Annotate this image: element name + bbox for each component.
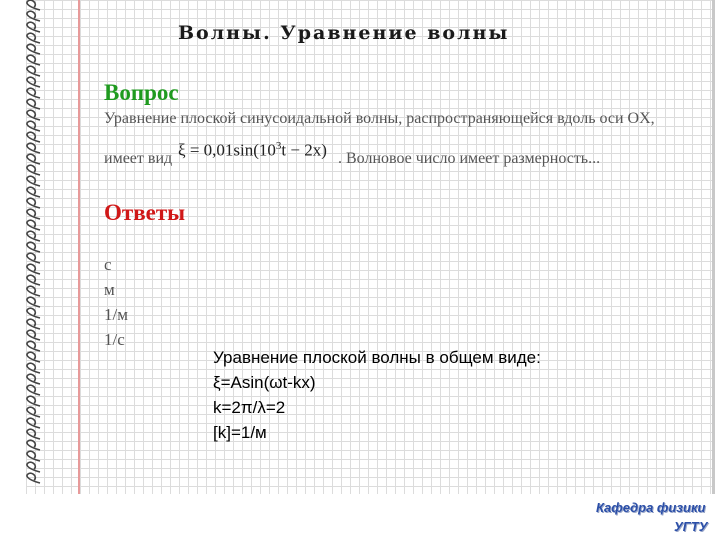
spiral-ring <box>27 253 40 263</box>
spiral-ring <box>27 66 40 76</box>
explanation-line: k=2π/λ=2 <box>213 398 286 417</box>
spiral-ring <box>27 297 40 307</box>
spiral-ring <box>27 242 40 252</box>
spiral-ring <box>27 330 40 340</box>
spiral-ring <box>27 165 40 175</box>
spiral-ring <box>27 121 40 131</box>
margin-rule <box>78 0 80 494</box>
explanation-line: Уравнение плоской волны в общем виде: <box>213 348 541 367</box>
spiral-ring <box>27 341 40 351</box>
spiral-ring <box>27 187 40 197</box>
spiral-ring <box>27 44 40 54</box>
spiral-ring <box>27 473 40 483</box>
answer-option[interactable]: с <box>104 255 112 274</box>
spiral-ring <box>27 374 40 384</box>
explanation-line: [k]=1/м <box>213 423 267 442</box>
footer-department: Кафедра физики <box>596 500 706 515</box>
spiral-ring <box>27 396 40 406</box>
spiral-ring <box>27 418 40 428</box>
spiral-ring <box>27 132 40 142</box>
spiral-ring <box>27 176 40 186</box>
spiral-ring <box>27 352 40 362</box>
formula-exponent: 3 <box>275 140 282 152</box>
spiral-ring <box>27 319 40 329</box>
formula-tail: t − 2x) <box>281 140 327 160</box>
spiral-ring <box>27 308 40 318</box>
spiral-ring <box>27 22 40 32</box>
right-edge-rule <box>712 0 715 494</box>
spiral-ring <box>27 143 40 153</box>
spiral-ring <box>27 88 40 98</box>
spiral-ring <box>27 363 40 373</box>
spiral-ring <box>27 286 40 296</box>
spiral-ring <box>27 154 40 164</box>
answer-option[interactable]: 1/с <box>104 330 125 349</box>
answers-heading: Ответы <box>104 200 186 225</box>
spiral-binding <box>18 0 50 494</box>
spiral-ring <box>27 429 40 439</box>
question-heading: Вопрос <box>104 80 179 105</box>
formula-main: ξ = 0,01sin(10 <box>178 140 276 160</box>
answer-option[interactable]: м <box>104 280 115 299</box>
spiral-ring <box>27 440 40 450</box>
wave-formula <box>178 140 327 161</box>
spiral-ring <box>27 220 40 230</box>
spiral-ring <box>27 55 40 65</box>
spiral-ring <box>27 385 40 395</box>
spiral-ring <box>27 407 40 417</box>
spiral-ring <box>27 264 40 274</box>
spiral-ring <box>27 110 40 120</box>
question-text-line1: Уравнение плоской синусоидальной волны, распространяющейся вдоль оси OX, <box>104 110 655 127</box>
spiral-ring <box>27 77 40 87</box>
spiral-ring <box>27 198 40 208</box>
spiral-ring <box>27 451 40 461</box>
spiral-ring <box>27 33 40 43</box>
spiral-ring <box>27 99 40 109</box>
explanation-box <box>213 345 541 445</box>
spiral-ring <box>27 209 40 219</box>
spiral-ring <box>27 462 40 472</box>
footer-university: УГТУ <box>674 519 708 534</box>
spiral-ring <box>27 0 40 10</box>
answer-option[interactable]: 1/м <box>104 305 128 324</box>
spiral-ring <box>27 11 40 21</box>
spiral-ring <box>27 231 40 241</box>
explanation-line: ξ=Asin(ωt-kx) <box>213 373 316 392</box>
slide-title: Волны. Уравнение волны <box>178 22 510 44</box>
question-text-prefix: имеет вид <box>104 150 173 167</box>
spiral-ring <box>27 275 40 285</box>
question-text-suffix: . Волновое число имеет размерность... <box>338 150 601 167</box>
